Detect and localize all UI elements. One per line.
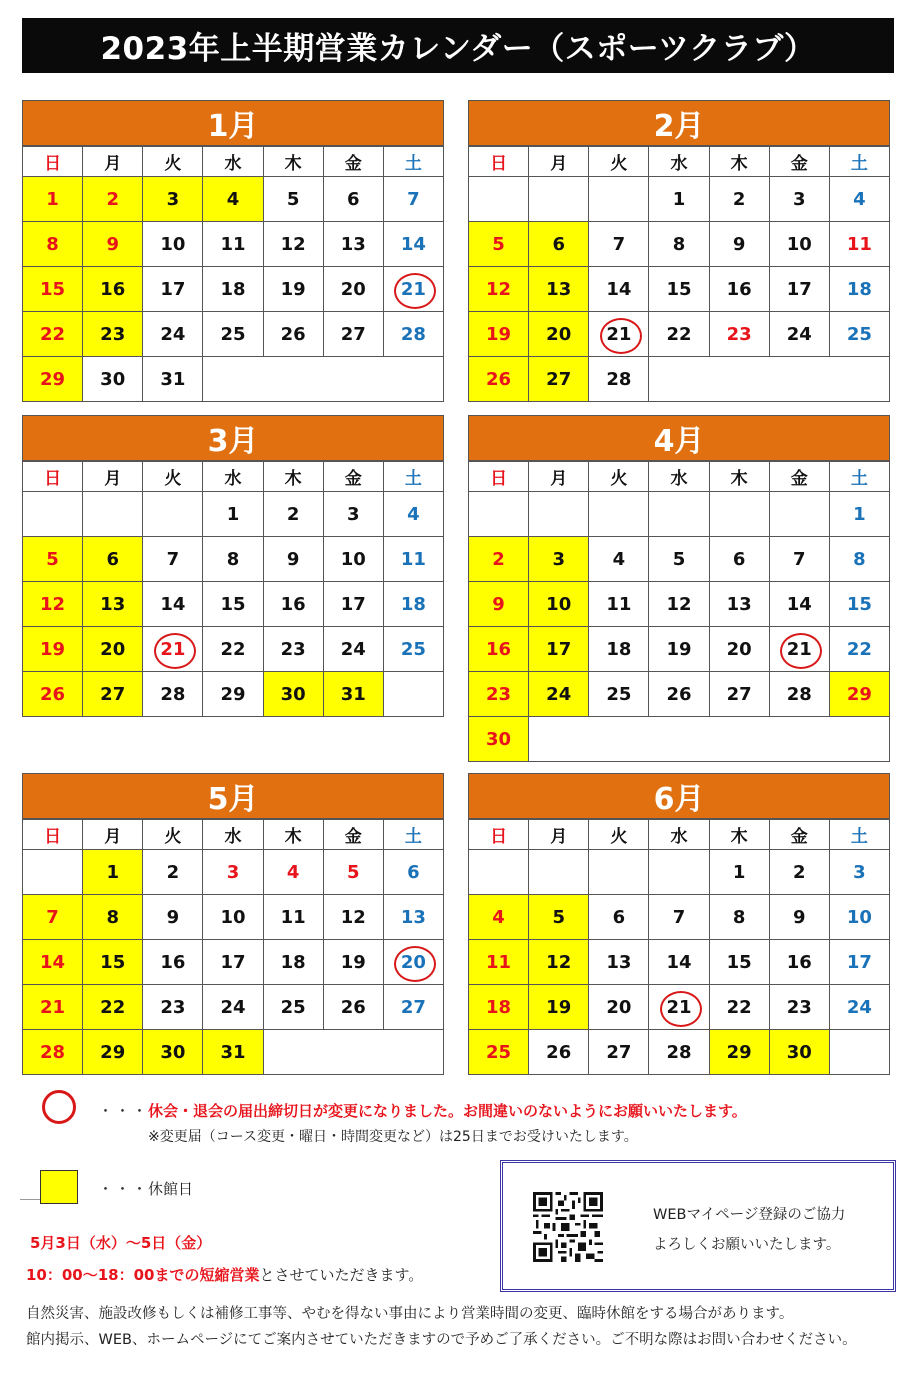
day-cell: 29 (203, 672, 263, 717)
closed-day-cell: 10 (529, 582, 589, 627)
empty-cell (529, 850, 589, 895)
day-cell: 6 (324, 177, 384, 222)
qr-code-icon[interactable] (533, 1191, 603, 1263)
day-cell: 7 (384, 177, 444, 222)
day-cell: 28 (649, 1030, 709, 1075)
day-cell: 23 (264, 627, 324, 672)
empty-cell (529, 492, 589, 537)
empty-cell (770, 492, 830, 537)
day-cell: 26 (529, 1030, 589, 1075)
day-cell: 15 (710, 940, 770, 985)
weekday-header: 日 (23, 462, 83, 492)
day-cell: 20 (589, 985, 649, 1030)
day-cell: 18 (830, 267, 890, 312)
closed-day-cell: 19 (469, 312, 529, 357)
empty-cell (143, 492, 203, 537)
weekday-header: 金 (324, 147, 384, 177)
weekday-header: 月 (83, 147, 143, 177)
closed-day-cell: 22 (23, 312, 83, 357)
closed-day-cell: 2 (83, 177, 143, 222)
closed-day-cell: 29 (710, 1030, 770, 1075)
day-cell: 16 (264, 582, 324, 627)
closed-day-cell: 8 (83, 895, 143, 940)
closed-day-cell: 14 (23, 940, 83, 985)
day-cell: 27 (589, 1030, 649, 1075)
closed-day-cell: 5 (23, 537, 83, 582)
weekday-header: 金 (770, 820, 830, 850)
empty-cell (23, 850, 83, 895)
day-cell: 7 (649, 895, 709, 940)
day-cell: 15 (830, 582, 890, 627)
weekday-header: 金 (770, 462, 830, 492)
day-cell: 25 (830, 312, 890, 357)
calendar-april (468, 415, 890, 762)
day-cell: 15 (203, 582, 263, 627)
closed-day-cell: 1 (83, 850, 143, 895)
day-cell: 3 (830, 850, 890, 895)
day-cell: 22 (203, 627, 263, 672)
day-cell: 6 (710, 537, 770, 582)
day-cell: 4 (264, 850, 324, 895)
legend-dots: ・・・ (98, 1102, 150, 1120)
day-cell: 12 (264, 222, 324, 267)
qr-text-line2: よろしくお願いいたします。 (653, 1237, 841, 1253)
weekday-header: 水 (649, 462, 709, 492)
closed-day-cell: 25 (469, 1030, 529, 1075)
month-grid (468, 819, 890, 1075)
day-cell: 25 (264, 985, 324, 1030)
day-cell: 28 (589, 357, 649, 402)
day-cell: 28 (770, 672, 830, 717)
month-header: 4月 (468, 415, 890, 461)
legend-closed-label: 休館日 (148, 1180, 194, 1198)
month-header: 5月 (22, 773, 444, 819)
day-cell: 11 (384, 537, 444, 582)
weekday-header: 月 (529, 462, 589, 492)
month-header: 6月 (468, 773, 890, 819)
day-cell: 6 (589, 895, 649, 940)
weekday-header: 木 (710, 462, 770, 492)
closed-day-cell: 15 (23, 267, 83, 312)
day-cell: 9 (710, 222, 770, 267)
empty-cell (469, 850, 529, 895)
empty-cell (589, 492, 649, 537)
calendar-january (22, 100, 444, 402)
day-cell: 23 (143, 985, 203, 1030)
empty-cell (264, 1030, 444, 1075)
closed-day-cell: 24 (529, 672, 589, 717)
weekday-header: 土 (384, 820, 444, 850)
weekday-header: 金 (324, 820, 384, 850)
day-cell: 14 (143, 582, 203, 627)
weekday-header: 日 (469, 820, 529, 850)
short-hours-line (26, 1264, 423, 1285)
weekday-header: 木 (264, 147, 324, 177)
day-cell: 2 (143, 850, 203, 895)
empty-cell (710, 492, 770, 537)
weekday-header: 火 (589, 147, 649, 177)
day-cell: 9 (143, 895, 203, 940)
day-cell: 20 (324, 267, 384, 312)
day-cell: 7 (589, 222, 649, 267)
closed-day-cell: 3 (529, 537, 589, 582)
change-request-note: ※変更届（コース変更・曜日・時間変更など）は25日までお受けいたします。 (148, 1129, 638, 1145)
day-cell: 25 (203, 312, 263, 357)
deadline-day-cell: 20 (384, 940, 444, 985)
closed-day-cell: 22 (83, 985, 143, 1030)
weekday-header: 土 (830, 462, 890, 492)
closed-day-cell: 31 (324, 672, 384, 717)
weekday-header: 火 (143, 462, 203, 492)
weekday-header: 木 (710, 147, 770, 177)
closed-day-cell: 15 (83, 940, 143, 985)
closed-day-cell: 2 (469, 537, 529, 582)
day-cell: 28 (384, 312, 444, 357)
day-cell: 2 (710, 177, 770, 222)
day-cell: 17 (770, 267, 830, 312)
day-cell: 2 (770, 850, 830, 895)
day-cell: 27 (324, 312, 384, 357)
weekday-header: 土 (384, 462, 444, 492)
day-cell: 11 (830, 222, 890, 267)
deadline-day-cell: 21 (384, 267, 444, 312)
closed-day-cell: 9 (83, 222, 143, 267)
day-cell: 5 (649, 537, 709, 582)
empty-cell (649, 492, 709, 537)
weekday-header: 水 (203, 820, 263, 850)
closed-day-cell: 5 (529, 895, 589, 940)
day-cell: 18 (264, 940, 324, 985)
day-cell: 19 (649, 627, 709, 672)
closed-day-cell: 26 (469, 357, 529, 402)
closed-day-cell: 17 (529, 627, 589, 672)
day-cell: 1 (710, 850, 770, 895)
closed-day-cell: 5 (469, 222, 529, 267)
weekday-header: 金 (770, 147, 830, 177)
closed-day-cell: 29 (83, 1030, 143, 1075)
day-cell: 26 (324, 985, 384, 1030)
day-cell: 17 (830, 940, 890, 985)
closed-day-cell: 7 (23, 895, 83, 940)
day-cell: 13 (589, 940, 649, 985)
closed-day-cell: 12 (23, 582, 83, 627)
closed-day-cell: 19 (529, 985, 589, 1030)
deadline-change-notice: 休会・退会の届出締切日が変更になりました。お間違いのないようにお願いいたします。 (148, 1102, 747, 1120)
closed-day-cell: 31 (203, 1030, 263, 1075)
closed-day-cell: 13 (83, 582, 143, 627)
day-cell: 17 (143, 267, 203, 312)
closed-day-cell: 12 (469, 267, 529, 312)
closed-day-cell: 27 (83, 672, 143, 717)
legend-circle-icon (42, 1090, 76, 1124)
weekday-header: 土 (384, 147, 444, 177)
day-cell: 25 (384, 627, 444, 672)
day-cell: 13 (710, 582, 770, 627)
month-header: 3月 (22, 415, 444, 461)
calendar-february (468, 100, 890, 402)
weekday-header: 火 (589, 462, 649, 492)
month-grid (22, 819, 444, 1075)
footer-notice-line1: 自然災害、施設改修もしくは補修工事等、やむを得ない事由により営業時間の変更、臨時休館をする場合があります。 (26, 1306, 794, 1322)
day-cell: 20 (710, 627, 770, 672)
month-header: 2月 (468, 100, 890, 146)
closed-day-cell: 20 (529, 312, 589, 357)
day-cell: 17 (203, 940, 263, 985)
day-cell: 4 (830, 177, 890, 222)
day-cell: 7 (770, 537, 830, 582)
day-cell: 10 (830, 895, 890, 940)
closed-day-cell: 6 (83, 537, 143, 582)
day-cell: 1 (830, 492, 890, 537)
legend-dots-closed: ・・・ (98, 1180, 150, 1198)
weekday-header: 水 (203, 147, 263, 177)
empty-cell (529, 177, 589, 222)
closed-day-cell: 3 (143, 177, 203, 222)
day-cell: 11 (589, 582, 649, 627)
day-cell: 8 (649, 222, 709, 267)
closed-day-cell: 6 (529, 222, 589, 267)
closed-day-cell: 1 (23, 177, 83, 222)
day-cell: 22 (830, 627, 890, 672)
empty-cell (23, 492, 83, 537)
closed-day-cell: 30 (264, 672, 324, 717)
day-cell: 27 (710, 672, 770, 717)
legend-closed-swatch-icon (40, 1170, 78, 1204)
weekday-header: 日 (469, 147, 529, 177)
weekday-header: 金 (324, 462, 384, 492)
weekday-header: 水 (649, 147, 709, 177)
day-cell: 8 (203, 537, 263, 582)
closed-day-cell: 23 (469, 672, 529, 717)
day-cell: 3 (324, 492, 384, 537)
day-cell: 3 (770, 177, 830, 222)
calendar-may (22, 773, 444, 1075)
day-cell: 25 (589, 672, 649, 717)
closed-day-cell: 29 (23, 357, 83, 402)
day-cell: 8 (710, 895, 770, 940)
day-cell: 1 (203, 492, 263, 537)
page-title: 2023年上半期営業カレンダー（スポーツクラブ） (22, 18, 894, 73)
weekday-header: 水 (203, 462, 263, 492)
weekday-header: 火 (143, 147, 203, 177)
weekday-header: 月 (83, 462, 143, 492)
month-header: 1月 (22, 100, 444, 146)
day-cell: 13 (324, 222, 384, 267)
weekday-header: 月 (529, 820, 589, 850)
empty-cell (203, 357, 444, 402)
day-cell: 11 (203, 222, 263, 267)
day-cell: 8 (830, 537, 890, 582)
day-cell: 24 (143, 312, 203, 357)
day-cell: 14 (384, 222, 444, 267)
deadline-day-cell: 21 (770, 627, 830, 672)
day-cell: 26 (649, 672, 709, 717)
day-cell: 18 (384, 582, 444, 627)
day-cell: 24 (830, 985, 890, 1030)
weekday-header: 日 (23, 820, 83, 850)
closed-day-cell: 30 (143, 1030, 203, 1075)
day-cell: 19 (264, 267, 324, 312)
day-cell: 18 (589, 627, 649, 672)
day-cell: 4 (589, 537, 649, 582)
day-cell: 14 (649, 940, 709, 985)
closed-day-cell: 20 (83, 627, 143, 672)
empty-cell (589, 177, 649, 222)
day-cell: 7 (143, 537, 203, 582)
deadline-day-cell: 21 (143, 627, 203, 672)
month-grid (468, 461, 890, 762)
closed-day-cell: 19 (23, 627, 83, 672)
empty-cell (469, 177, 529, 222)
weekday-header: 火 (143, 820, 203, 850)
empty-cell (649, 850, 709, 895)
weekday-header: 日 (469, 462, 529, 492)
day-cell: 6 (384, 850, 444, 895)
day-cell: 28 (143, 672, 203, 717)
empty-cell (83, 492, 143, 537)
day-cell: 22 (710, 985, 770, 1030)
day-cell: 5 (264, 177, 324, 222)
empty-cell (589, 850, 649, 895)
day-cell: 22 (649, 312, 709, 357)
calendar-march (22, 415, 444, 717)
day-cell: 12 (324, 895, 384, 940)
day-cell: 11 (264, 895, 324, 940)
day-cell: 24 (203, 985, 263, 1030)
day-cell: 10 (324, 537, 384, 582)
closed-day-cell: 4 (469, 895, 529, 940)
calendar-june (468, 773, 890, 1075)
day-cell: 16 (143, 940, 203, 985)
closed-day-cell: 26 (23, 672, 83, 717)
deadline-day-cell: 21 (649, 985, 709, 1030)
day-cell: 5 (324, 850, 384, 895)
day-cell: 9 (770, 895, 830, 940)
day-cell: 10 (143, 222, 203, 267)
month-grid (22, 461, 444, 717)
weekday-header: 日 (23, 147, 83, 177)
legend-divider (20, 1199, 40, 1200)
closed-day-cell: 11 (469, 940, 529, 985)
weekday-header: 月 (83, 820, 143, 850)
footer-notice-line2: 館内掲示、WEB、ホームページにてご案内させていただきますので予めご了承ください。ご不明な際はお問い合わせください。 (26, 1332, 857, 1348)
empty-cell (830, 1030, 890, 1075)
weekday-header: 土 (830, 147, 890, 177)
day-cell: 27 (384, 985, 444, 1030)
empty-cell (384, 672, 444, 717)
closed-day-cell: 16 (83, 267, 143, 312)
day-cell: 23 (710, 312, 770, 357)
weekday-header: 土 (830, 820, 890, 850)
month-grid (468, 146, 890, 402)
empty-cell (469, 492, 529, 537)
month-grid (22, 146, 444, 402)
day-cell: 12 (649, 582, 709, 627)
closed-day-cell: 27 (529, 357, 589, 402)
weekday-header: 水 (649, 820, 709, 850)
closed-day-cell: 30 (469, 717, 529, 762)
closed-day-cell: 9 (469, 582, 529, 627)
day-cell: 4 (384, 492, 444, 537)
day-cell: 16 (770, 940, 830, 985)
day-cell: 14 (770, 582, 830, 627)
day-cell: 19 (324, 940, 384, 985)
day-cell: 14 (589, 267, 649, 312)
closed-day-cell: 21 (23, 985, 83, 1030)
empty-cell (529, 717, 890, 762)
day-cell: 17 (324, 582, 384, 627)
weekday-header: 月 (529, 147, 589, 177)
day-cell: 24 (324, 627, 384, 672)
day-cell: 26 (264, 312, 324, 357)
day-cell: 30 (83, 357, 143, 402)
empty-cell (649, 357, 890, 402)
closed-day-cell: 4 (203, 177, 263, 222)
closed-day-cell: 23 (83, 312, 143, 357)
short-hours-date: 5月3日（水）～5日（金） (30, 1234, 212, 1252)
day-cell: 15 (649, 267, 709, 312)
day-cell: 3 (203, 850, 263, 895)
web-mypage-box (500, 1160, 896, 1292)
weekday-header: 木 (710, 820, 770, 850)
weekday-header: 火 (589, 820, 649, 850)
day-cell: 10 (203, 895, 263, 940)
day-cell: 24 (770, 312, 830, 357)
closed-day-cell: 29 (830, 672, 890, 717)
day-cell: 9 (264, 537, 324, 582)
day-cell: 31 (143, 357, 203, 402)
day-cell: 13 (384, 895, 444, 940)
closed-day-cell: 18 (469, 985, 529, 1030)
day-cell: 16 (710, 267, 770, 312)
day-cell: 1 (649, 177, 709, 222)
closed-day-cell: 30 (770, 1030, 830, 1075)
day-cell: 18 (203, 267, 263, 312)
day-cell: 2 (264, 492, 324, 537)
weekday-header: 木 (264, 820, 324, 850)
short-hours-rest: とさせていただきます。 (259, 1266, 424, 1284)
day-cell: 23 (770, 985, 830, 1030)
short-hours-time: 10：00～18：00までの短縮営業 (26, 1266, 260, 1284)
closed-day-cell: 12 (529, 940, 589, 985)
closed-day-cell: 8 (23, 222, 83, 267)
closed-day-cell: 16 (469, 627, 529, 672)
closed-day-cell: 28 (23, 1030, 83, 1075)
closed-day-cell: 13 (529, 267, 589, 312)
qr-text-line1: WEBマイページ登録のご協力 (653, 1207, 846, 1223)
weekday-header: 木 (264, 462, 324, 492)
day-cell: 10 (770, 222, 830, 267)
deadline-day-cell: 21 (589, 312, 649, 357)
